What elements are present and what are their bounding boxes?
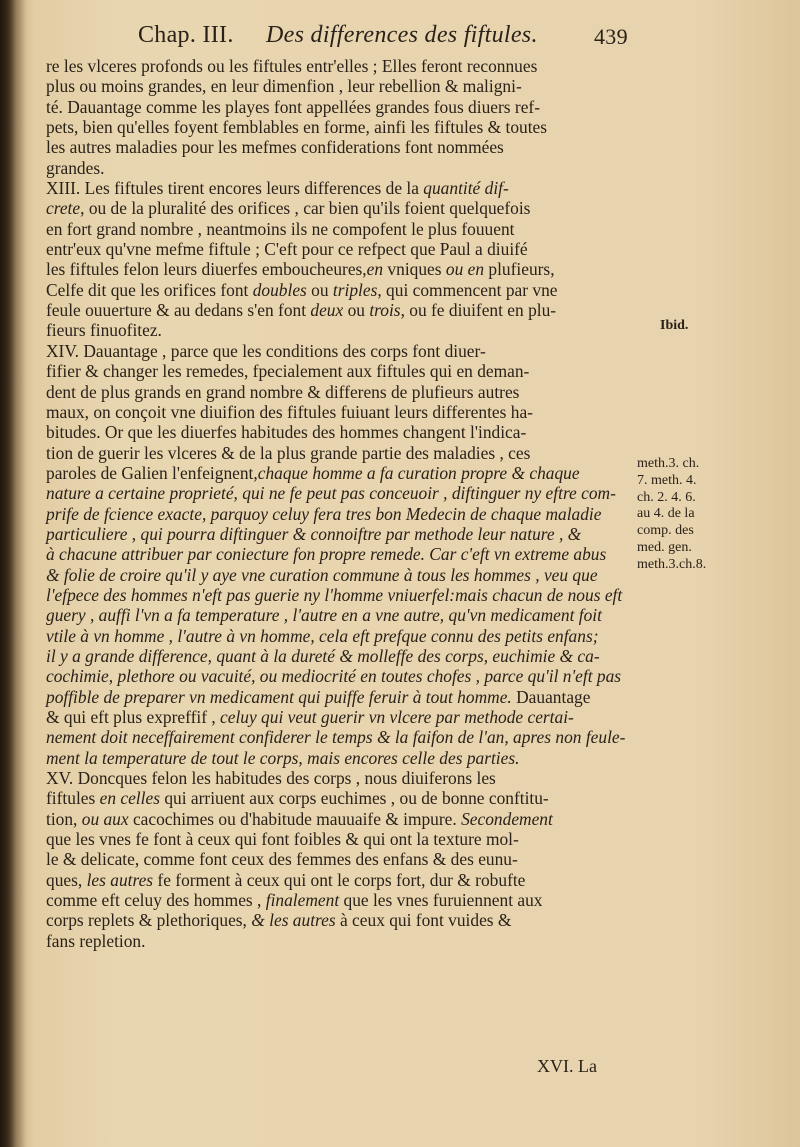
text-segment: grandes. [46,157,105,178]
running-head [138,22,638,56]
text-segment: bitudes. Or que les diuerfes habitudes des hommes changent l'indica- [46,422,527,443]
text-line [46,768,636,788]
italic-text-segment: doubles [252,279,307,300]
text-line [46,707,636,727]
text-line [46,646,636,666]
italic-text-segment: finalement [265,890,340,911]
text-line [46,809,636,829]
italic-text-segment: celuy qui veut guerir vn vlcere par methode certai- [220,707,574,727]
margin-reference-line: meth.3.ch.8. [637,556,707,572]
italic-text-segment: & les autres [251,910,336,931]
italic-text-segment: les autres [86,869,154,890]
text-line [46,341,636,361]
text-line [46,829,636,849]
text-line [46,239,636,259]
text-segment: , ou fe diuifent en plu- [400,300,557,321]
text-segment: Dauantage [511,686,591,707]
text-segment: XIV. Dauantage , parce que les conditions des corps font diuer- [46,340,486,361]
text-segment: ques, [46,869,87,890]
italic-text-segment: il y a grande difference, quant à la dureté & molleffe des corps, euchimie & ca- [46,645,600,666]
text-segment: corps replets & plethoriques, [46,910,252,931]
italic-text-segment: crete [46,198,81,219]
italic-text-segment: quantité dif- [423,178,509,199]
italic-text-segment: & folie de croire qu'il y aye vne curation commune à tous les hommes , veu que [46,564,598,585]
text-line [46,361,636,381]
text-line [46,219,636,239]
text-line [46,483,636,503]
text-line [46,890,636,910]
catchword: XVI. La [537,1056,597,1076]
text-segment: fiftules [46,788,100,809]
italic-text-segment: Secondement [461,808,553,829]
text-line [46,849,636,869]
text-line [46,748,636,768]
page-number: 439 [594,24,628,49]
margin-note-ibid: Ibid. [660,318,689,333]
text-line [46,910,636,930]
text-segment: feule ouuerture & au dedans s'en font [46,300,311,321]
text-segment: XIII. Les fiftules tirent encores leurs differences de la [46,178,424,199]
text-line [46,727,636,747]
text-line [46,178,636,198]
text-segment: à ceux qui font vuides & [335,910,512,931]
text-line [46,626,636,646]
text-segment: XV. Doncques felon les habitudes des corps , nous diuiferons les [46,768,496,789]
text-line [46,504,636,524]
text-line [46,565,636,585]
text-segment: en fort grand nombre , neantmoins ils ne compofent le plus fouuent [46,218,515,239]
text-line [46,280,636,300]
text-line [46,300,636,320]
margin-reference-line: med. gen. [637,539,692,555]
text-line [46,198,636,218]
text-segment: que les vnes fe font à ceux qui font foibles & qui ont la texture mol- [46,829,519,850]
text-segment: re les vlceres profonds ou les fiftules entr'elles ; Elles feront reconnues [46,56,538,76]
text-segment: cacochimes ou d'habitude mauuaife & impure. [128,808,462,829]
text-line [46,788,636,808]
text-segment: Celfe dit que les orifices font [46,279,253,300]
text-line [46,666,636,686]
margin-note-references [637,456,787,574]
margin-reference-line: 7. meth. 4. [637,472,697,488]
text-segment: entr'eux qu'vne mefme fiftule ; C'eft pour ce refpect que Paul a diuifé [46,239,528,260]
text-line [46,76,636,96]
text-segment: maux, on conçoit vne diuifion des fiftules fuiuant leurs differentes ha- [46,401,533,422]
italic-text-segment: à chacune attribuer par coniecture fon propre remede. Car c'eft vn extreme abus [46,544,607,565]
text-segment: fans repletion. [46,930,146,951]
italic-text-segment: en [366,259,384,280]
text-segment: que les vnes furuiennent aux [339,890,543,911]
text-line [46,320,636,340]
italic-text-segment: nature a certaine proprieté, qui ne fe peut pas conceuoir , diftinguer ny eftre com- [46,483,616,504]
italic-text-segment: ou aux [81,808,129,829]
text-line [46,158,636,178]
italic-text-segment: ment la temperature de tout le corps, mais encores celle des parties. [46,747,520,768]
text-segment: & qui eft plus expreffif , [46,707,221,727]
text-segment: té. Dauantage comme les playes font appellées grandes fous diuers ref- [46,96,540,117]
text-segment: les fiftules felon leurs diuerfes emboucheures, [46,259,367,280]
text-segment: fieurs finuofitez. [46,320,162,341]
italic-text-segment: trois [369,300,401,321]
chapter-title: Des differences des fiftules. [266,22,538,48]
text-segment: comme eft celuy des hommes , [46,890,266,911]
text-segment: ou [306,279,333,300]
italic-text-segment: ou en [445,259,485,280]
text-line [46,382,636,402]
margin-reference-line: meth.3. ch. [637,456,700,471]
margin-reference-line: au 4. de la [637,506,695,522]
italic-text-segment: vtile à vn homme , l'autre à vn homme, cela eft prefque connu des petits enfans; [46,625,599,646]
text-line [46,443,636,463]
text-line [46,585,636,605]
text-segment: fe forment à ceux qui ont le corps fort, dur & robufte [153,869,526,890]
text-segment: vniques [383,259,446,280]
italic-text-segment: l'efpece des hommes n'eft pas guerie ny l'homme vniuerfel:mais chacun de nous eft [46,584,623,605]
text-line [46,524,636,544]
text-segment: ou [343,300,370,321]
margin-reference-line: comp. des [637,523,694,539]
text-segment: plufieurs, [484,259,555,280]
text-line [46,137,636,157]
italic-text-segment: poffible de preparer vn medicament qui puiffe feruir à tout homme. [46,686,512,707]
text-line [46,259,636,279]
text-segment: plus ou moins grandes, en leur dimenfion , leur rebellion & maligni- [46,76,522,97]
text-segment: les autres maladies pour les mefmes confiderations font nommées [46,137,504,158]
text-line [46,422,636,442]
text-segment: dent de plus grands en grand nombre & differens de plufieurs autres [46,381,520,402]
italic-text-segment: en celles [99,788,160,809]
italic-text-segment: particuliere , qui pourra diftinguer & connoiftre par methode leur nature , & [46,523,582,544]
italic-text-segment: cochimie, plethore ou vacuité, ou mediocrité en toutes chofes , parce qu'il n'eft pas [46,666,622,687]
text-segment: pets, bien qu'elles foyent femblables en forme, ainfi les fiftules & toutes [46,117,548,138]
text-line [46,402,636,422]
binding-gutter-shadow [0,0,26,1147]
text-line [46,56,636,76]
text-segment: tion de guerir les vlceres & de la plus grande partie des maladies , ces [46,442,531,463]
margin-reference-line: ch. 2. 4. 6. [637,489,696,505]
text-segment: qui arriuent aux corps euchimes , ou de bonne conftitu- [159,788,549,809]
italic-text-segment: prife de fcience exacte, parquoy celuy fera tres bon Medecin de chaque maladie [46,503,602,524]
text-line [46,687,636,707]
italic-text-segment: triples [332,279,378,300]
text-segment: le & delicate, comme font ceux des femmes des enfans & des eunu- [46,849,518,870]
text-line [46,544,636,564]
italic-text-segment: nement doit neceffairement confiderer le temps & la faifon de l'an, apres non feule- [46,727,626,748]
text-segment: , ou de la pluralité des orifices , car bien qu'ils foient quelquefois [80,198,531,219]
italic-text-segment: deux [310,300,344,321]
text-segment: tion, [46,808,82,829]
text-segment: paroles de Galien l'enfeignent, [46,462,258,483]
main-text-block [46,56,636,951]
chapter-label: Chap. III. [138,22,234,48]
text-segment: , qui commencent par vne [377,279,558,300]
text-segment: fifier & changer les remedes, fpecialement aux fiftules qui en deman- [46,361,530,382]
text-line [46,605,636,625]
italic-text-segment: chaque homme a fa curation propre & chaque [257,462,580,483]
text-line [46,97,636,117]
text-line [46,463,636,483]
text-line [46,117,636,137]
italic-text-segment: guery , auffi l'vn a fa temperature , l'autre en a vne autre, qu'vn medicament foit [46,605,602,626]
text-line [46,931,636,951]
text-line [46,870,636,890]
